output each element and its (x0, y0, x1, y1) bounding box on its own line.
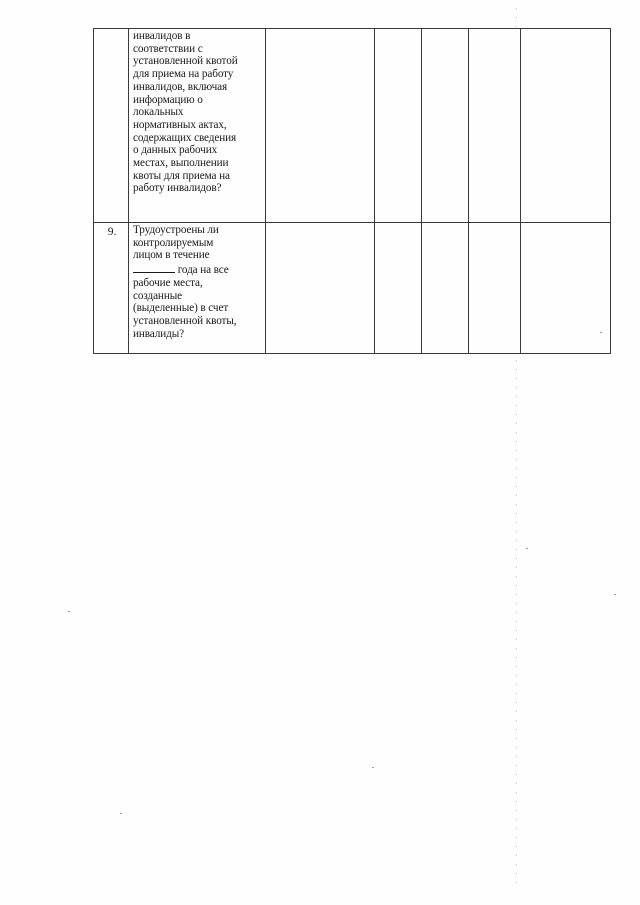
question-line: инвалидов, включая (133, 80, 228, 93)
question-line: информацию о (133, 93, 203, 106)
question-line: лицом в течение (133, 249, 210, 262)
row-number-cell (94, 29, 129, 223)
question-cell (129, 29, 266, 223)
question-text (129, 29, 265, 195)
question-line: установленной квоты, (133, 314, 237, 327)
answer-cell[interactable] (266, 29, 375, 223)
scan-speck (68, 611, 70, 612)
row-number-cell (94, 223, 129, 354)
answer-cell[interactable] (469, 29, 521, 223)
answer-cell[interactable] (521, 223, 611, 354)
question-line: года на все (175, 264, 229, 277)
question-line: инвалидов в (133, 30, 191, 42)
row-number: 9. (107, 226, 117, 238)
question-line: Трудоустроены ли (133, 224, 219, 236)
scan-speck (372, 767, 374, 768)
fill-in-blank (133, 262, 175, 273)
question-line: о данных рабочих (133, 144, 218, 157)
row-number (94, 29, 128, 32)
question-line: установленной квотой (133, 55, 238, 68)
scan-speck (526, 548, 528, 549)
table-row (94, 29, 611, 223)
scan-speck (600, 332, 602, 333)
answer-cell[interactable] (375, 223, 422, 354)
answer-cell[interactable] (521, 29, 611, 223)
question-line: нормативных актах, (133, 118, 227, 131)
question-line: инвалиды? (133, 327, 185, 340)
question-line: для приема на работу (133, 68, 234, 81)
answer-cell[interactable] (375, 29, 422, 223)
question-line: соответствии с (133, 42, 203, 55)
question-text (129, 223, 265, 340)
scan-artifact-line (516, 360, 517, 890)
checklist-table (93, 28, 611, 354)
question-line: созданные (133, 289, 182, 302)
question-line: контролируемым (133, 236, 214, 249)
question-line: содержащих сведения (133, 131, 237, 144)
table-row (94, 223, 611, 354)
question-line: рабочие места, (133, 276, 203, 289)
question-line: местах, выполнении (133, 157, 229, 170)
question-line: работу инвалидов? (133, 182, 222, 195)
question-line: локальных (133, 106, 184, 119)
scan-speck (120, 813, 122, 814)
question-line: (выделенные) в счет (133, 302, 229, 315)
answer-cell[interactable] (422, 223, 469, 354)
question-cell (129, 223, 266, 354)
question-line: квоты для приема на (133, 169, 230, 182)
answer-cell[interactable] (469, 223, 521, 354)
answer-cell[interactable] (266, 223, 375, 354)
scan-speck (614, 594, 616, 595)
scan-artifact-line (516, 8, 517, 28)
answer-cell[interactable] (422, 29, 469, 223)
